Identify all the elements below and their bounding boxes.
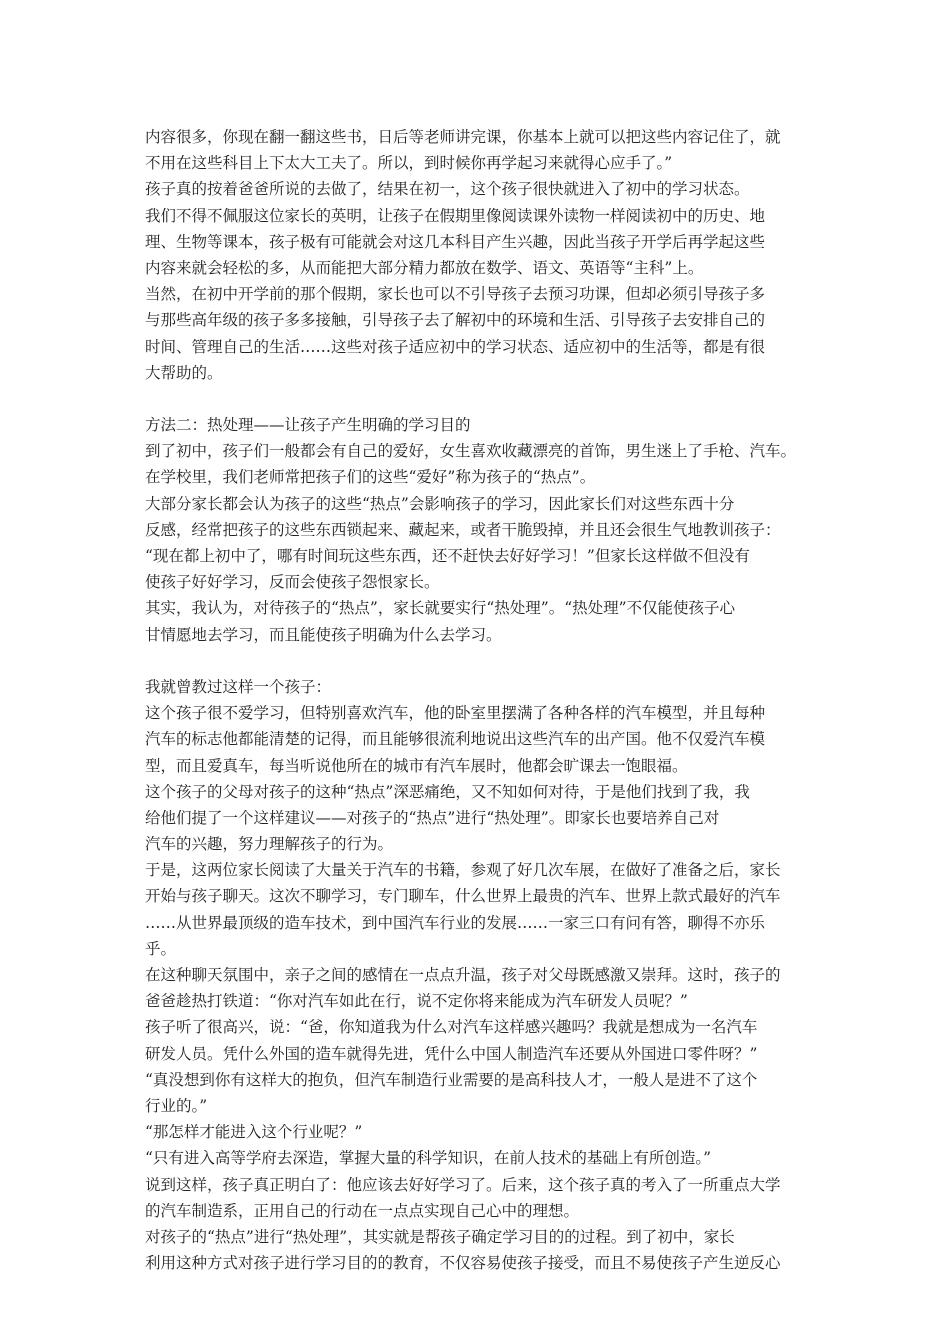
text-line: “现在都上初中了，哪有时间玩这些东西，还不赶快去好好学习！”但家长这样做不但没有 [145, 547, 750, 565]
text-line: 于是，这两位家长阅读了大量关于汽车的书籍，参观了好几次车展，在做好了准备之后，家长 [145, 861, 781, 880]
text-line: “那怎样才能进入这个行业呢？” [145, 1123, 363, 1142]
text-line: 在学校里，我们老师常把孩子们的这些“爱好”称为孩子的“热点”。 [145, 468, 596, 487]
text-line: 与那些高年级的孩子多多接触，引导孩子去了解初中的环境和生活、引导孩子去安排自己的 [145, 311, 766, 330]
text-line: 到了初中，孩子们一般都会有自己的爱好，女生喜欢收藏漂亮的首饰，男生迷上了手枪、汽车。 [145, 442, 797, 461]
text-line: 在这种聊天氛围中，亲子之间的感情在一点点升温，孩子对父母既感激又崇拜。这时，孩子的 [145, 966, 781, 984]
text-line: 我就曾教过这样一个孩子： [145, 677, 332, 696]
text-line: 这个孩子的父母对孩子的这种“热点”深恶痛绝，又不知如何对待，于是他们找到了我，我 [145, 782, 750, 801]
blank-line [145, 386, 815, 412]
text-line: ……从世界最顶级的造车技术，到中国汽车行业的发展……一家三口有问有答，聊得不亦乐 [145, 913, 766, 932]
text-line: 乎。 [145, 939, 177, 958]
text-line: 理、生物等课本，孩子极有可能就会对这几本科目产生兴趣，因此当孩子开学后再学起这些 [145, 232, 766, 251]
text-line: 型，而且爱真车，每当听说他所在的城市有汽车展时，他都会旷课去一饱眼福。 [145, 756, 688, 775]
text-line: 给他们提了一个这样建议——对孩子的“热点”进行“热处理”。即家长也要培养自己对 [145, 808, 720, 827]
text-line: 当然，在初中开学前的那个假期，家长也可以不引导孩子去预习功课，但却必须引导孩子多 [145, 285, 766, 304]
text-line: 内容很多，你现在翻一翻这些书，日后等老师讲完课，你基本上就可以把这些内容记住了，就 [145, 128, 781, 146]
text-line: 不用在这些科目上下太大工夫了。所以，到时候你再学起习来就得心应手了。” [145, 154, 673, 173]
text-line: 其实，我认为，对待孩子的“热点”，家长就要实行“热处理”。“热处理”不仅能使孩子心 [145, 599, 736, 618]
text-line: 反感，经常把孩子的这些东西锁起来、藏起来，或者干脆毁掉，并且还会很生气地教训孩子： [145, 520, 781, 539]
text-line: 行业的。” [145, 1096, 208, 1115]
text-line: 孩子真的按着爸爸所说的去做了，结果在初一，这个孩子很快就进入了初中的学习状态。 [145, 180, 750, 199]
text-line: 内容来就会轻松的多，从而能把大部分精力都放在数学、语文、英语等“主科”上。 [145, 258, 704, 277]
text-line: 这个孩子很不爱学习，但特别喜欢汽车，他的卧室里摆满了各种各样的汽车模型，并且每种 [145, 704, 766, 723]
text-line: 爸爸趁热打铁道：“你对汽车如此在行，说不定你将来能成为汽车研发人员呢？” [145, 992, 688, 1011]
text-line: 时间、管理自己的生活……这些对孩子适应初中的学习状态、适应初中的生活等，都是有很 [145, 337, 766, 356]
text-line: 使孩子好好学习，反而会使孩子怨恨家长。 [145, 573, 440, 592]
text-line: 利用这种方式对孩子进行学习目的的教育，不仅容易使孩子接受，而且不易使孩子产生逆反心 [145, 1254, 781, 1273]
text-line: 汽车的标志他都能清楚的记得，而且能够很流利地说出这些汽车的出产国。他不仅爱汽车模 [145, 730, 766, 749]
text-line: “真没想到你有这样大的抱负，但汽车制造行业需要的是高科技人才，一般人是进不了这个 [145, 1070, 758, 1089]
text-line: 甘情愿地去学习，而且能使孩子明确为什么去学习。 [145, 625, 502, 644]
blank-line [145, 648, 815, 674]
text-line: 我们不得不佩服这位家长的英明，让孩子在假期里像阅读课外读物一样阅读初中的历史、地 [145, 206, 766, 225]
text-line: “只有进入高等学府去深造，掌握大量的科学知识，在前人技术的基础上有所创造。” [145, 1149, 712, 1168]
text-line: 大帮助的。 [145, 363, 223, 382]
text-line: 研发人员。凭什么外国的造车就得先进，凭什么中国人制造汽车还要从外国进口零件呀？” [145, 1044, 758, 1063]
body-text [145, 124, 815, 1276]
text-line: 的汽车制造系，正用自己的行动在一点点实现自己心中的理想。 [145, 1201, 580, 1220]
text-line: 孩子听了很高兴，说：“爸，你知道我为什么对汽车这样感兴趣吗？我就是想成为一名汽车 [145, 1018, 758, 1037]
text-line: 汽车的兴趣，努力理解孩子的行为。 [145, 835, 394, 854]
text-line: 大部分家长都会认为孩子的这些“热点”会影响孩子的学习，因此家长们对这些东西十分 [145, 494, 735, 513]
text-line: 说到这样，孩子真正明白了：他应该去好好学习了。后来，这个孩子真的考入了一所重点大学 [145, 1175, 781, 1194]
text-line: 方法二：热处理——让孩子产生明确的学习目的 [145, 416, 471, 435]
text-line: 对孩子的“热点”进行“热处理”，其实就是帮孩子确定学习目的的过程。到了初中，家长 [145, 1227, 735, 1246]
text-line: 开始与孩子聊天。这次不聊学习，专门聊车，什么世界上最贵的汽车、世界上款式最好的汽车 [145, 887, 781, 906]
